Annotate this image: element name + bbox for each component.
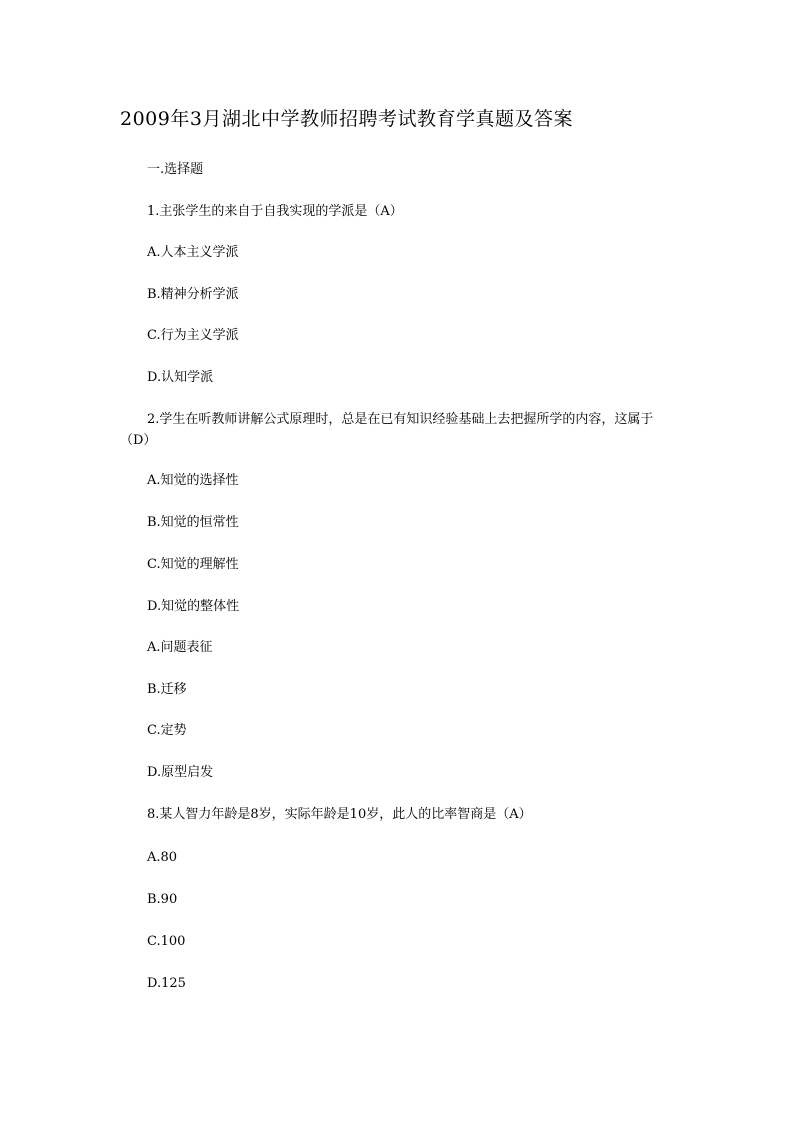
orphan-option-d: D.原型启发 xyxy=(147,765,214,780)
question-8-option-a: A.80 xyxy=(147,850,178,865)
question-1-option-a: A.人本主义学派 xyxy=(147,245,239,260)
question-1-option-d: D.认知学派 xyxy=(147,370,214,385)
orphan-option-b: B.迁移 xyxy=(147,682,187,697)
question-8-option-d: D.125 xyxy=(147,976,186,991)
page-title: 2009年3月湖北中学教师招聘考试教育学真题及答案 xyxy=(120,108,573,130)
question-8-option-c: C.100 xyxy=(147,934,186,949)
question-1-option-b: B.精神分析学派 xyxy=(147,287,239,302)
question-2-option-c: C.知觉的理解性 xyxy=(147,557,239,572)
question-8-option-b: B.90 xyxy=(147,892,178,907)
question-2-option-b: B.知觉的恒常性 xyxy=(147,515,239,530)
orphan-option-c: C.定势 xyxy=(147,723,187,738)
question-1-option-c: C.行为主义学派 xyxy=(147,328,239,343)
question-2-stem: 2.学生在听教师讲解公式原理时，总是在已有知识经验基础上去把握所学的内容，这属于（D） xyxy=(120,412,654,448)
question-1-stem: 1.主张学生的来自于自我实现的学派是（A） xyxy=(147,204,403,219)
question-2-option-a: A.知觉的选择性 xyxy=(147,473,239,488)
question-8-stem: 8.某人智力年龄是8岁，实际年龄是10岁，此人的比率智商是（A） xyxy=(147,807,532,822)
section-heading: 一.选择题 xyxy=(147,162,204,177)
orphan-option-a: A.问题表征 xyxy=(147,640,213,655)
question-2-option-d: D.知觉的整体性 xyxy=(147,599,240,614)
